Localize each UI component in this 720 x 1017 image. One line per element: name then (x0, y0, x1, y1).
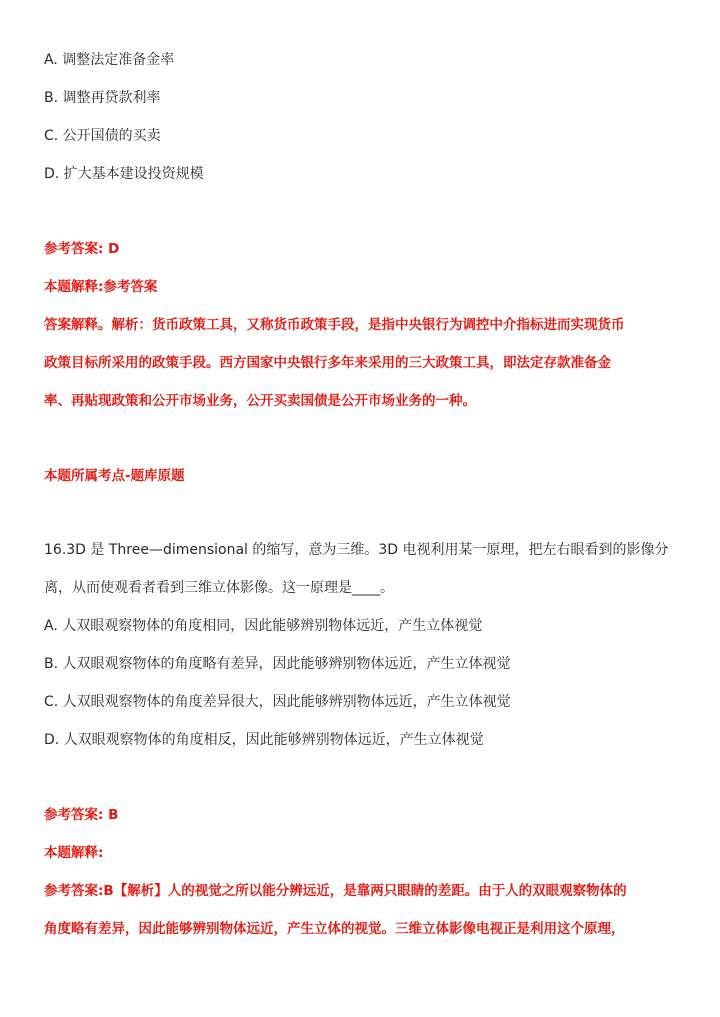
explanation-title: 本题解释: (44, 845, 104, 861)
option-a: A. 人双眼观察物体的角度相同，因此能够辨别物体远近，产生立体视觉 (44, 618, 483, 634)
explanation-line: 角度略有差异，因此能够辨别物体远近，产生立体的视觉。三维立体影像电视正是利用这个原理， (44, 921, 625, 937)
explanation-line: 答案解释。解析：货币政策工具，又称货币政策手段，是指中央银行为调控中介指标进而实现货币 (44, 317, 625, 333)
reference-answer: 参考答案: B (44, 807, 119, 823)
question-text: 离，从而使观看者看到三维立体影像。这一原理是____。 (44, 580, 394, 596)
option-b: B. 人双眼观察物体的角度略有差异，因此能够辨别物体远近，产生立体视觉 (44, 656, 511, 672)
explanation-line: 率、再贴现政策和公开市场业务，公开买卖国债是公开市场业务的一种。 (44, 393, 476, 409)
explanation-line: 参考答案:B【解析】人的视觉之所以能分辨远近，是靠两只眼睛的差距。由于人的双眼观察物体的 (44, 883, 627, 899)
option-c: C. 公开国债的买卖 (44, 128, 161, 144)
question-text: 16.3D 是 Three—dimensional 的缩写，意为三维。3D 电视利用某一原理，把左右眼看到的影像分 (44, 542, 669, 558)
option-c: C. 人双眼观察物体的角度差异很大，因此能够辨别物体远近，产生立体视觉 (44, 694, 511, 710)
explanation-title: 本题解释:参考答案 (44, 279, 158, 295)
topic-label: 本题所属考点-题库原题 (44, 468, 185, 484)
explanation-line: 政策目标所采用的政策手段。西方国家中央银行多年来采用的三大政策工具，即法定存款准备金 (44, 355, 611, 371)
reference-answer: 参考答案: D (44, 241, 120, 257)
option-a: A. 调整法定准备金率 (44, 52, 175, 68)
option-d: D. 扩大基本建设投资规模 (44, 166, 204, 182)
option-b: B. 调整再贷款利率 (44, 90, 161, 106)
option-d: D. 人双眼观察物体的角度相反，因此能够辨别物体远近，产生立体视觉 (44, 732, 484, 748)
